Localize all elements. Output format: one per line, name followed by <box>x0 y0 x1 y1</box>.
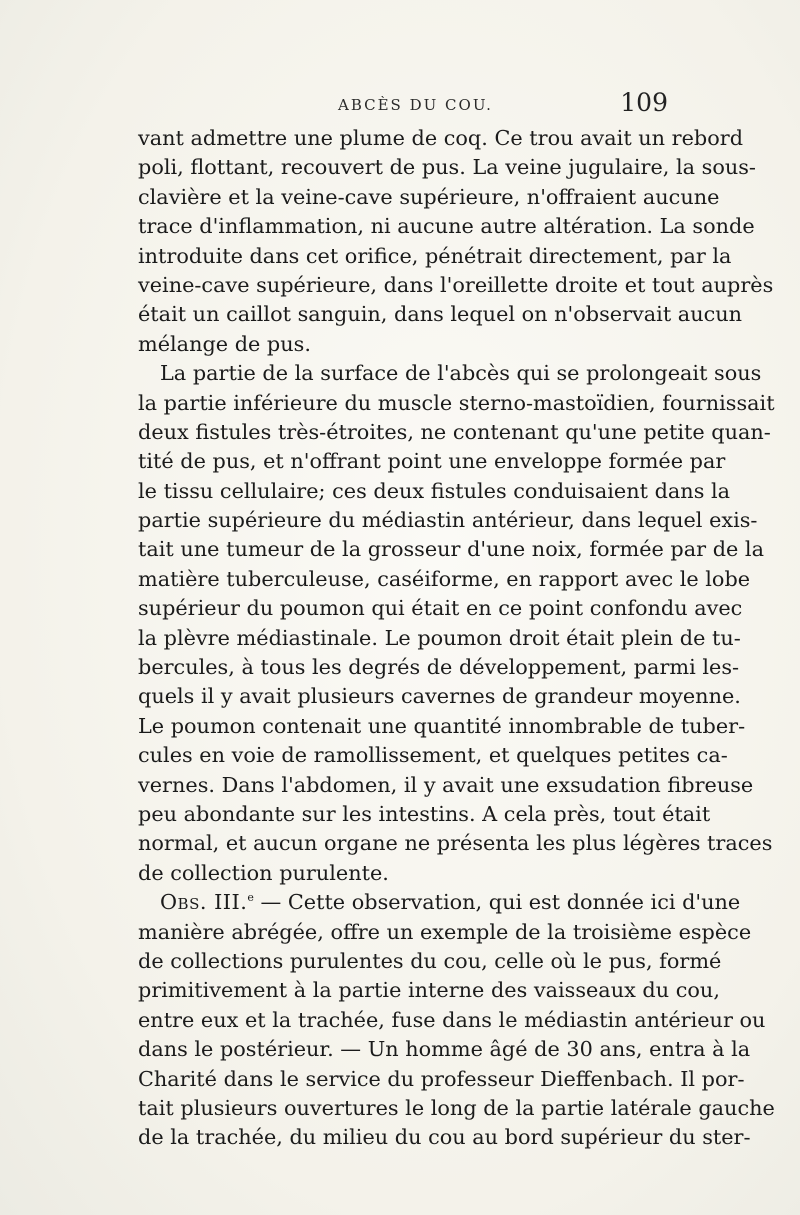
text-line: tait plusieurs ouvertures le long de la partie latérale gauche <box>138 1095 775 1120</box>
text-line: la plèvre médiastinale. Le poumon droit était plein de tu- <box>138 625 741 650</box>
text-line: de collection purulente. <box>138 860 389 885</box>
text-line: La partie de la surface de l'abcès qui se prolongeait sous <box>160 361 762 386</box>
text-line: le tissu cellulaire; ces deux fistules conduisaient dans la <box>138 478 731 503</box>
text-line: manière abrégée, offre un exemple de la troisième espèce <box>138 919 752 944</box>
text-line: de collections purulentes du cou, celle où le pus, formé <box>138 948 722 973</box>
text-line: poli, flottant, recouvert de pus. La veine jugulaire, la sous- <box>138 155 756 180</box>
text-line: trace d'inflammation, ni aucune autre altération. La sonde <box>138 214 755 239</box>
text-line: supérieur du poumon qui était en ce point confondu avec <box>138 596 743 621</box>
text-line: quels il y avait plusieurs cavernes de grandeur moyenne. <box>138 684 741 709</box>
text-line: cules en voie de ramollissement, et quelques petites ca- <box>138 743 728 768</box>
text-line: matière tuberculeuse, caséiforme, en rapport avec le lobe <box>138 566 751 591</box>
text-line: entre eux et la trachée, fuse dans le médiastin antérieur ou <box>138 1007 766 1032</box>
text-line: était un caillot sanguin, dans lequel on n'observait aucun <box>138 302 743 327</box>
text-line: mélange de pus. <box>138 331 311 356</box>
text-line: partie supérieure du médiastin antérieur, dans lequel exis- <box>138 508 758 533</box>
text-line: peu abondante sur les intestins. A cela près, tout était <box>138 801 711 826</box>
body-text <box>138 124 775 1153</box>
page-number: 109 <box>620 88 668 117</box>
text-line: normal, et aucun organe ne présenta les plus légères traces <box>138 831 773 856</box>
text-line: introduite dans cet orifice, pénétrait directement, par la <box>138 243 732 268</box>
text-line: tité de pus, et n'offrant point une enveloppe formée par <box>138 449 726 474</box>
text-line: Charité dans le service du professeur Dieffenbach. Il por- <box>138 1066 745 1091</box>
text-line: Le poumon contenait une quantité innombrable de tuber- <box>138 713 746 738</box>
text-line: — Cette observation, qui est donnée ici d'une <box>260 890 741 915</box>
text-line: de la trachée, du milieu du cou au bord supérieur du ster- <box>138 1125 751 1150</box>
text-line: veine-cave supérieure, dans l'oreillette droite et tout auprès <box>138 272 774 297</box>
text-line: vernes. Dans l'abdomen, il y avait une exsudation fibreuse <box>138 772 754 797</box>
text-line: tait une tumeur de la grosseur d'une noix, formée par de la <box>138 537 764 562</box>
text-line: clavière et la veine-cave supérieure, n'offraient aucune <box>138 184 720 209</box>
text-line: la partie inférieure du muscle sterno-mastoïdien, fournissait <box>138 390 775 415</box>
running-head: ABCÈS DU COU. <box>338 96 493 114</box>
observation-heading-line <box>138 888 741 917</box>
text-line: primitivement à la partie interne des vaisseaux du cou, <box>138 978 720 1003</box>
observation-superscript: e <box>247 891 254 905</box>
text-line: vant admettre une plume de coq. Ce trou avait un rebord <box>138 126 744 150</box>
observation-label: Obs. III. <box>160 890 248 915</box>
text-line: deux fistules très-étroites, ne contenant qu'une petite quan- <box>138 419 771 444</box>
text-line: bercules, à tous les degrés de développement, parmi les- <box>138 655 740 680</box>
text-line: dans le postérieur. — Un homme âgé de 30 ans, entra à la <box>138 1037 751 1062</box>
